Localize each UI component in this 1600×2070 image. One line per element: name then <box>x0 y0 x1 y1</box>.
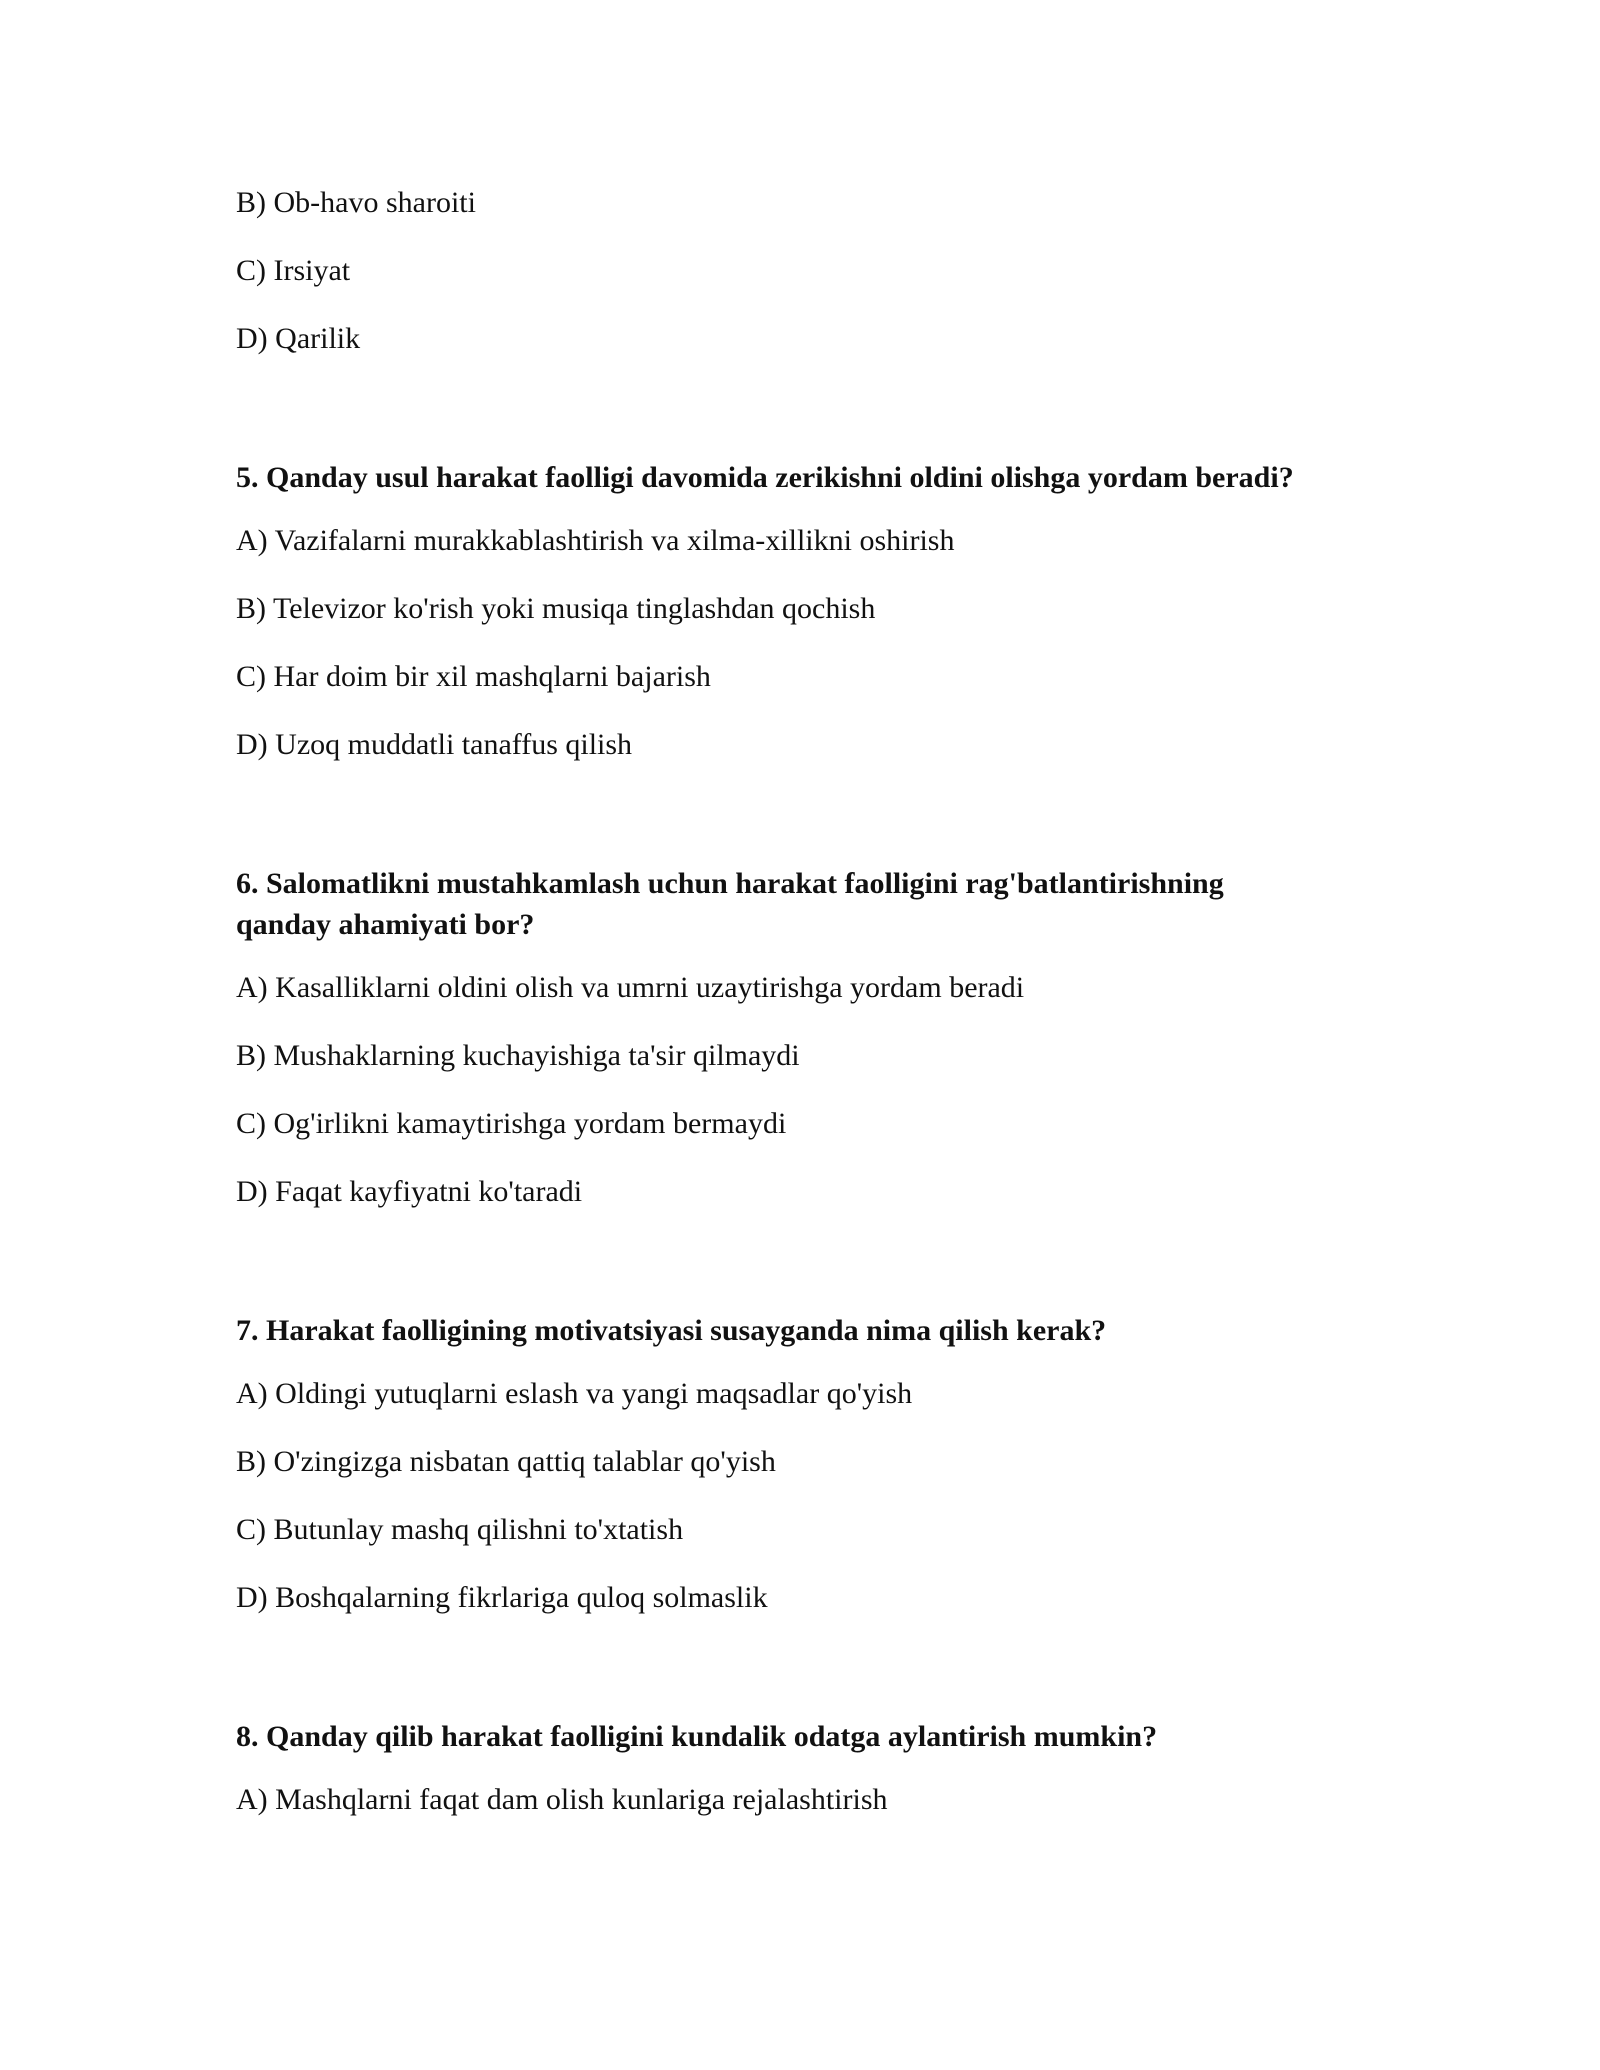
question-7 <box>236 1310 1396 1615</box>
question-title: 8. Qanday qilib harakat faolligini kundalik odatga aylantirish mumkin? <box>236 1720 1158 1753</box>
option-b: B) Televizor ko'rish yoki musiqa tinglashdan qochish <box>236 592 876 625</box>
question-title <box>236 863 1396 945</box>
previous-question-options <box>236 186 1396 356</box>
question-title-line-1: 6. Salomatlikni mustahkamlash uchun harakat faolligini rag'batlantirishning <box>236 867 1224 900</box>
option-b: B) Mushaklarning kuchayishiga ta'sir qilmaydi <box>236 1039 800 1072</box>
option-b: B) O'zingizga nisbatan qattiq talablar qo'yish <box>236 1445 776 1478</box>
option-a: A) Vazifalarni murakkablashtirish va xilma-xillikni oshirish <box>236 524 955 557</box>
question-8 <box>236 1716 1396 1817</box>
question-title: 7. Harakat faolligining motivatsiyasi susayganda nima qilish kerak? <box>236 1314 1107 1347</box>
option-c: C) Butunlay mashq qilishni to'xtatish <box>236 1513 684 1546</box>
option-a: A) Mashqlarni faqat dam olish kunlariga rejalashtirish <box>236 1783 888 1816</box>
question-title: 5. Qanday usul harakat faolligi davomida zerikishni oldini olishga yordam beradi? <box>236 461 1294 494</box>
option-a: A) Kasalliklarni oldini olish va umrni uzaytirishga yordam beradi <box>236 971 1025 1004</box>
option-c: C) Og'irlikni kamaytirishga yordam bermaydi <box>236 1107 787 1140</box>
option-d: D) Faqat kayfiyatni ko'taradi <box>236 1175 583 1208</box>
question-title-line-2: qanday ahamiyati bor? <box>236 908 535 941</box>
question-6 <box>236 863 1396 1209</box>
option-d: D) Uzoq muddatli tanaffus qilish <box>236 728 633 761</box>
page-content <box>236 186 1396 1851</box>
option-d: D) Boshqalarning fikrlariga quloq solmaslik <box>236 1581 768 1614</box>
question-5 <box>236 457 1396 762</box>
option-a: A) Oldingi yutuqlarni eslash va yangi maqsadlar qo'yish <box>236 1377 913 1410</box>
option-d: D) Qarilik <box>236 322 361 355</box>
option-b: B) Ob-havo sharoiti <box>236 186 476 219</box>
option-c: C) Har doim bir xil mashqlarni bajarish <box>236 660 711 693</box>
option-c: C) Irsiyat <box>236 254 351 287</box>
